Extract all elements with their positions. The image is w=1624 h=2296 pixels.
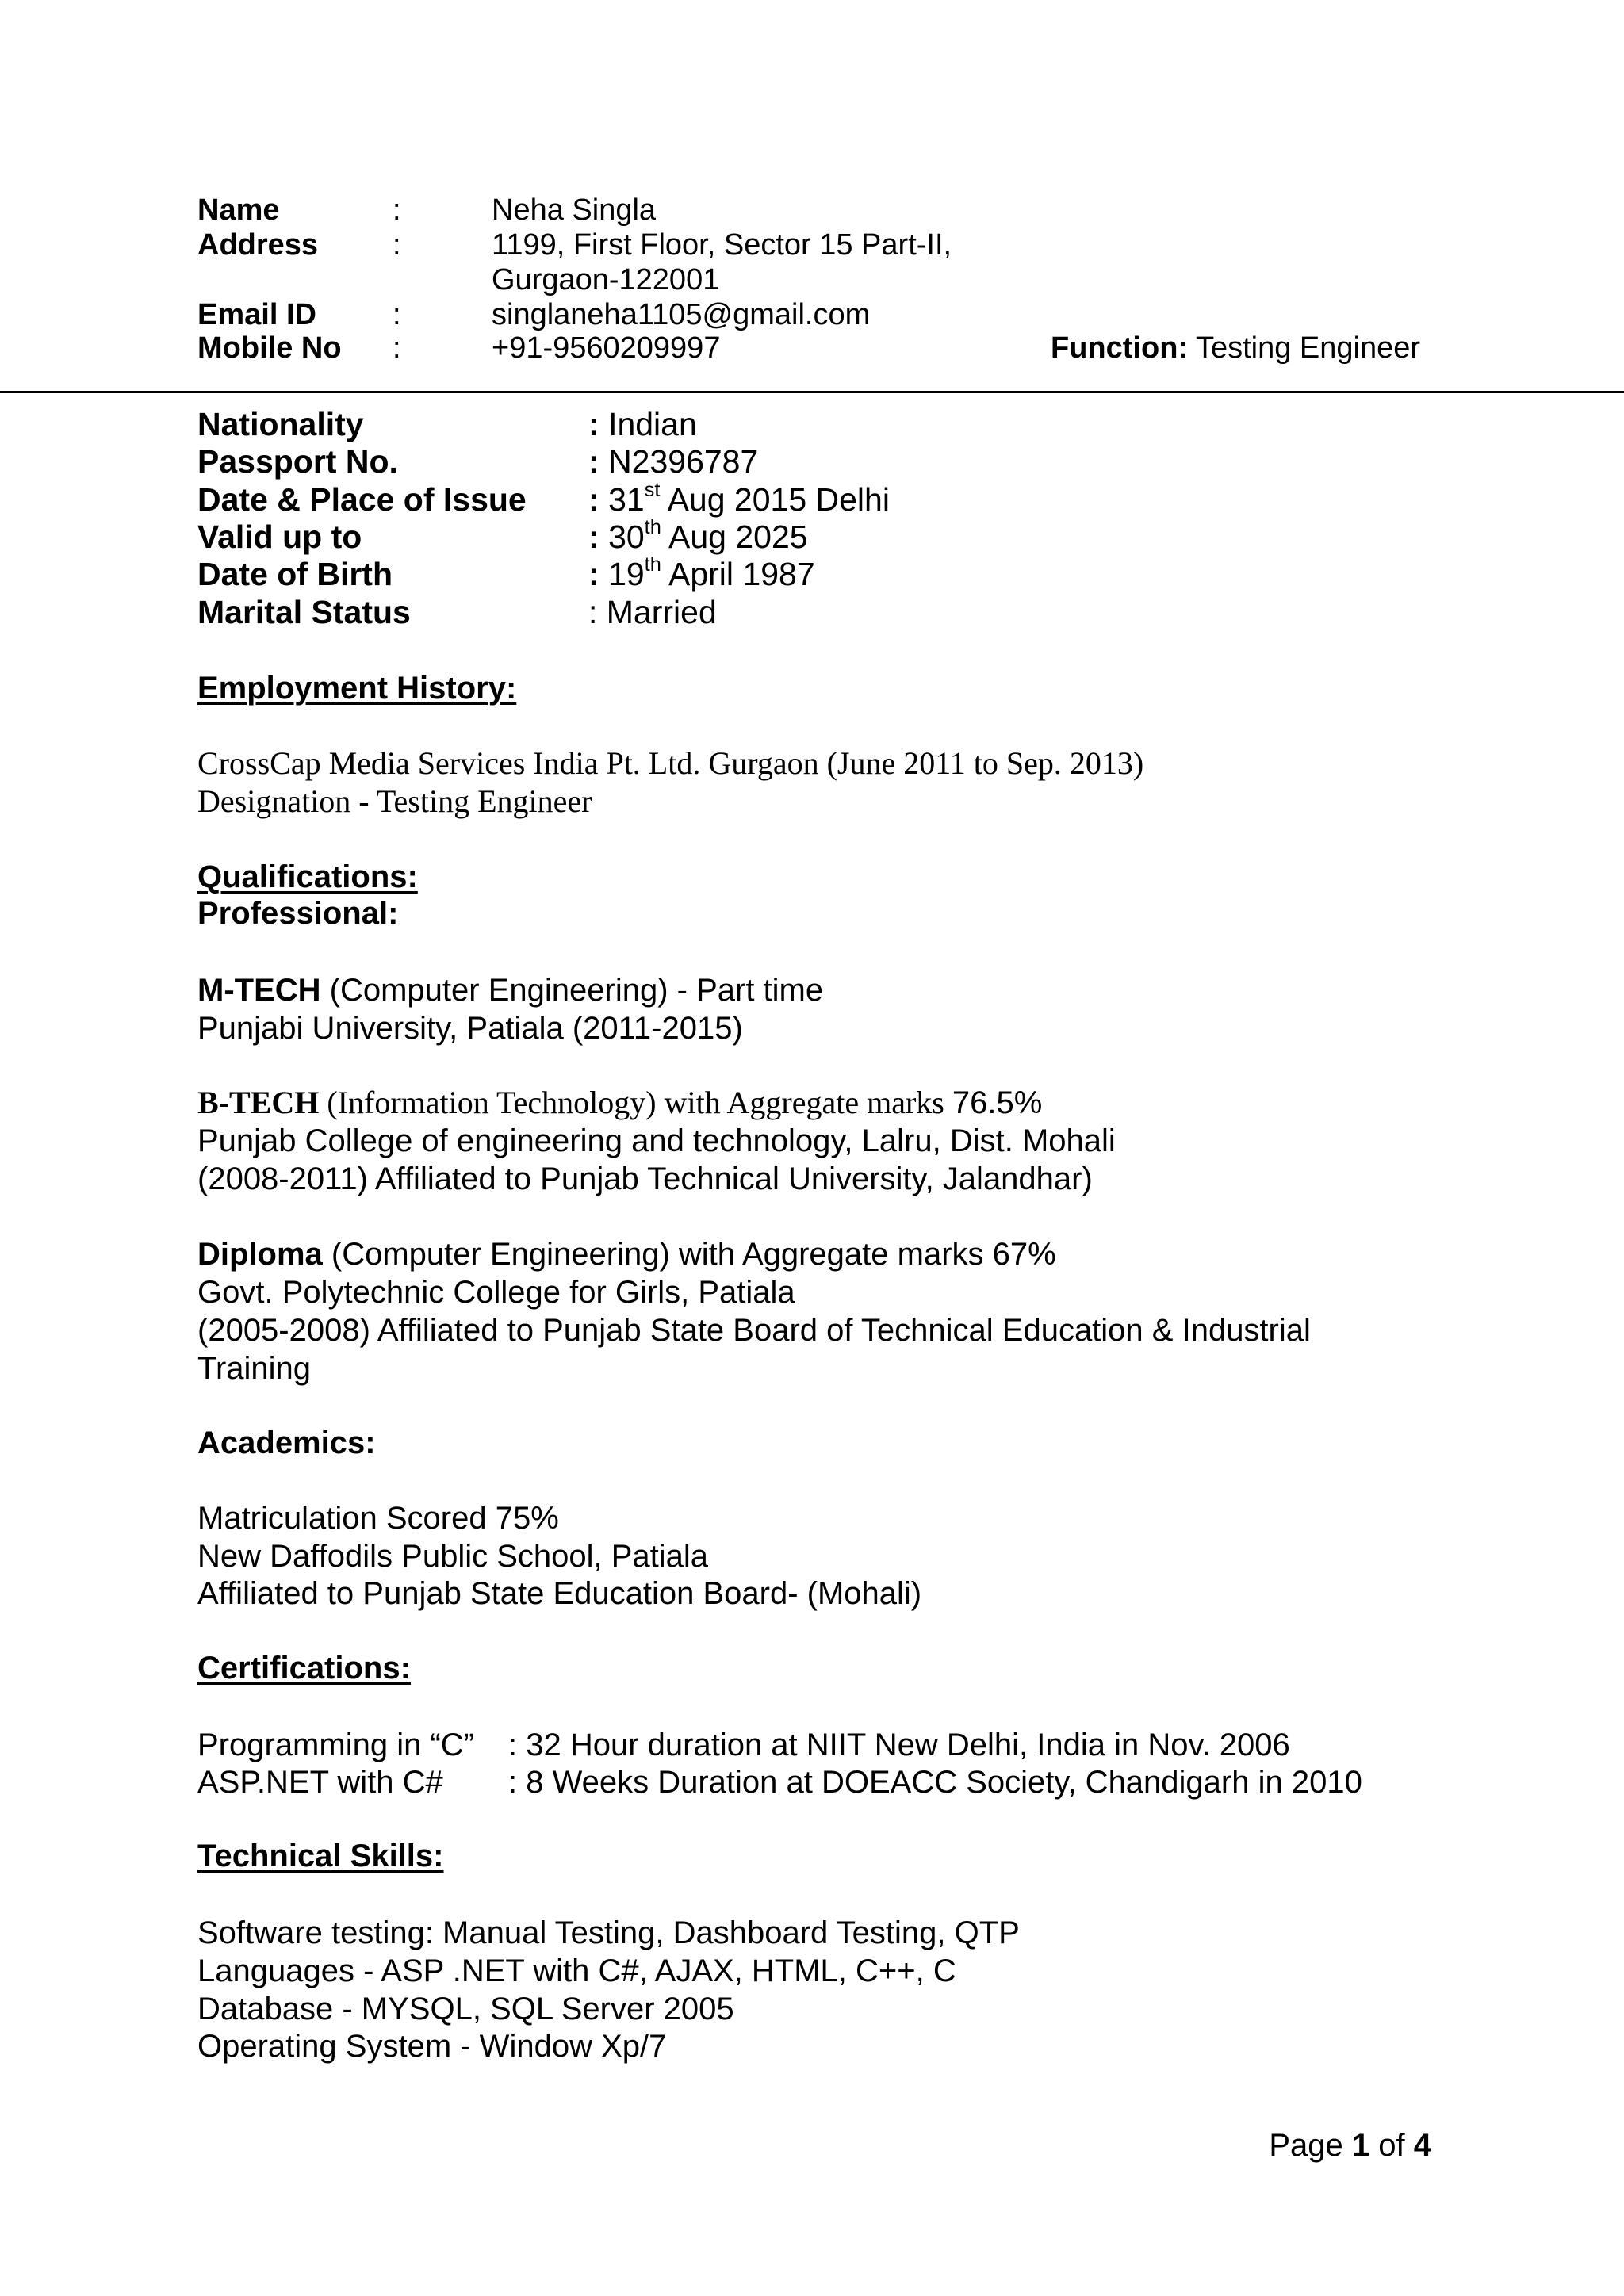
valid-value: : 30th Aug 2025 (588, 516, 808, 555)
function-value: Testing Engineer (1195, 331, 1421, 365)
qualifications-heading: Qualifications: (197, 859, 418, 894)
dob-label: Date of Birth (197, 556, 393, 592)
skills-line-3: Database - MYSQL, SQL Server 2005 (197, 1992, 734, 2026)
mtech-line-2: Punjabi University, Patiala (2011-2015) (197, 1011, 743, 1046)
cert-2-value: : 8 Weeks Duration at DOEACC Society, Chandigarh in 2010 (508, 1765, 1362, 1800)
skills-line-1: Software testing: Manual Testing, Dashboard Testing, QTP (197, 1915, 1020, 1950)
skills-line-2: Languages - ASP .NET with C#, AJAX, HTML, C++, C (197, 1954, 956, 1988)
certifications-heading: Certifications: (197, 1651, 411, 1686)
email-colon: : (393, 298, 401, 331)
btech-line-1: B-TECH (Information Technology) with Aggregate marks 76.5% (197, 1085, 1043, 1120)
mobile-value: +91-9560209997 (492, 331, 721, 365)
btech-line-3: (2008-2011) Affiliated to Punjab Technical University, Jalandhar) (197, 1161, 1093, 1196)
issue-value: : 31st Aug 2015 Delhi (588, 479, 890, 518)
diploma-line-2: Govt. Polytechnic College for Girls, Patiala (197, 1275, 795, 1310)
nationality-label: Nationality (197, 406, 364, 442)
mobile-colon: : (393, 331, 401, 365)
name-value: Neha Singla (492, 193, 657, 227)
academics-heading: Academics: (197, 1425, 376, 1460)
email-value: singlaneha1105@gmail.com (492, 298, 871, 331)
matric-line-2: New Daffodils Public School, Patiala (197, 1539, 709, 1574)
employment-heading: Employment History: (197, 671, 517, 706)
marital-label: Marital Status (197, 594, 411, 630)
mtech-line-1: M-TECH (Computer Engineering) - Part time (197, 973, 824, 1008)
diploma-line-3: (2005-2008) Affiliated to Punjab State Board of Technical Education & Industrial (197, 1313, 1311, 1348)
dob-value: : 19th April 1987 (588, 553, 815, 592)
passport-label: Passport No. (197, 443, 398, 480)
employment-company: CrossCap Media Services India Pt. Ltd. Gurgaon (June 2011 to Sep. 2013) (197, 745, 1144, 781)
passport-value: : N2396787 (588, 443, 759, 480)
skills-line-4: Operating System - Window Xp/7 (197, 2029, 667, 2064)
cert-2-label: ASP.NET with C# (197, 1765, 443, 1800)
professional-heading: Professional: (197, 896, 399, 931)
cert-1-label: Programming in “C” (197, 1728, 474, 1762)
name-colon: : (393, 193, 401, 227)
address-label: Address (197, 228, 319, 262)
address-colon: : (393, 228, 401, 262)
btech-line-2: Punjab College of engineering and technology, Lalru, Dist. Mohali (197, 1123, 1116, 1158)
address-line-2: Gurgaon-122001 (492, 263, 720, 297)
matric-line-3: Affiliated to Punjab State Education Board- (Mohali) (197, 1576, 922, 1611)
address-line-1: 1199, First Floor, Sector 15 Part-II, (492, 228, 952, 262)
cert-1-value: : 32 Hour duration at NIIT New Delhi, India in Nov. 2006 (508, 1728, 1290, 1762)
page-number: Page 1 of 4 (1269, 2128, 1431, 2163)
employment-designation: Designation - Testing Engineer (197, 783, 592, 819)
name-label: Name (197, 193, 280, 227)
valid-label: Valid up to (197, 519, 362, 555)
email-label: Email ID (197, 298, 316, 331)
nationality-value: : Indian (588, 406, 697, 442)
marital-value: : Married (588, 594, 717, 630)
function-line (1051, 331, 1420, 365)
diploma-line-4: Training (197, 1351, 312, 1386)
mobile-label: Mobile No (197, 331, 342, 365)
matric-line-1: Matriculation Scored 75% (197, 1501, 559, 1536)
diploma-line-1: Diploma (Computer Engineering) with Aggregate marks 67% (197, 1237, 1056, 1272)
issue-label: Date & Place of Issue (197, 481, 527, 518)
header-divider (0, 391, 1624, 393)
function-label: Function: (1051, 331, 1189, 365)
skills-heading: Technical Skills: (197, 1839, 444, 1873)
